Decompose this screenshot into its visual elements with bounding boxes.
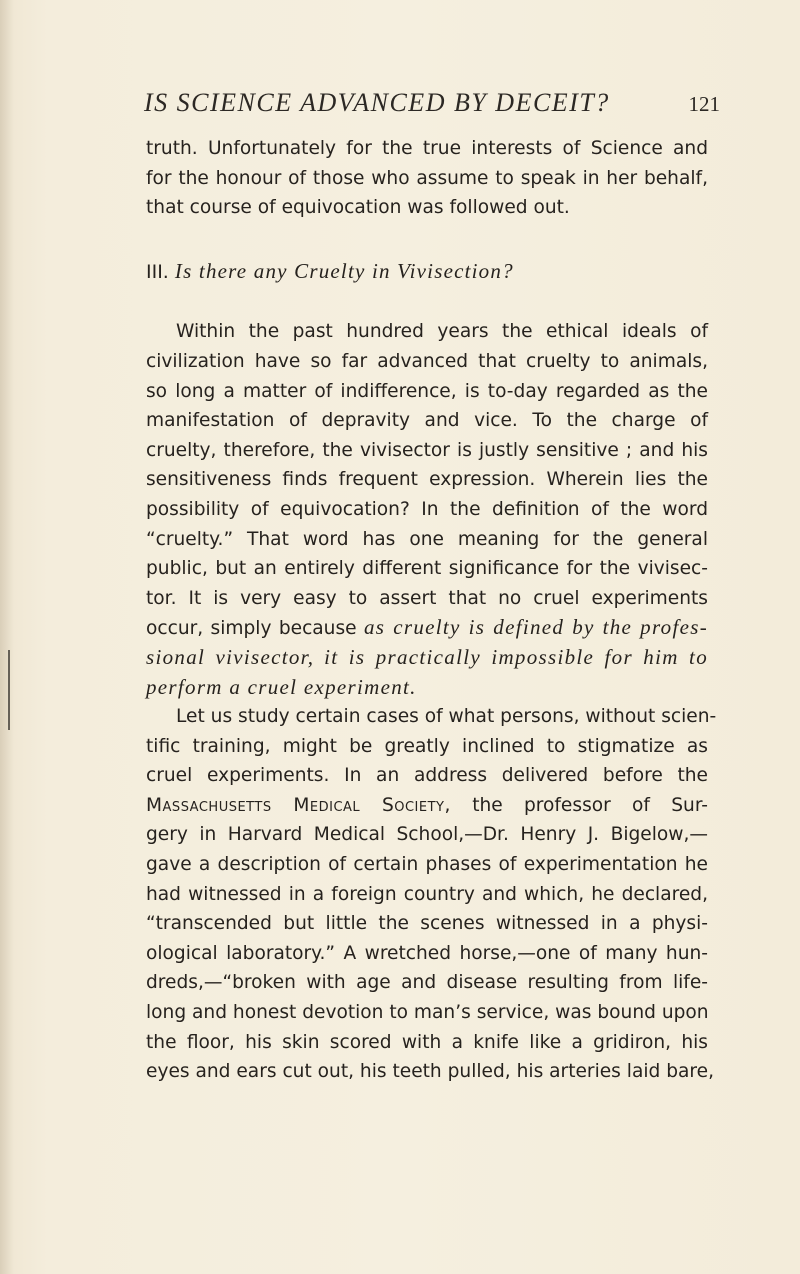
page-number: 121: [688, 92, 720, 116]
text-line: “cruelty.” That word has one meaning for the general: [146, 528, 708, 550]
text-segment: the professor of Sur-: [472, 794, 708, 816]
italic-text: perform a cruel experiment.: [146, 674, 417, 699]
text-line: the floor, his skin scored with a knife like a gridiron, his: [146, 1031, 708, 1053]
text-line: that course of equivocation was followed out.: [146, 197, 570, 219]
text-line-mixed: [146, 791, 708, 821]
text-line: public, but an entirely different significance for the vivisec-: [146, 558, 708, 580]
text-line: tor. It is very easy to assert that no cruel experiments: [146, 587, 708, 609]
running-title: IS SCIENCE ADVANCED BY DECEIT?: [144, 88, 610, 117]
text-line: [146, 673, 708, 703]
text-line: tific training, might be greatly inclined to stigmatize as: [146, 735, 708, 757]
italic-text: it is practically impossible for him to: [324, 644, 708, 669]
margin-mark: [8, 650, 10, 730]
text-line: cruelty, therefore, the vivisector is justly sensitive ; and his: [146, 439, 708, 461]
text-line: sensitiveness finds frequent expression. Wherein lies the: [146, 469, 708, 491]
text-line: Let us study certain cases of what persons, without scien-: [176, 706, 717, 728]
text-line: had witnessed in a foreign country and which, he declared,: [146, 883, 708, 905]
italic-text: as cruelty is defined by the profes-: [363, 615, 708, 640]
section-title: Is there any Cruelty in Vivisection?: [174, 258, 514, 283]
text-line: so long a matter of indifference, is to-day regarded as the: [146, 380, 708, 402]
text-line: for the honour of those who assume to speak in her behalf,: [146, 167, 708, 189]
text-line: Within the past hundred years the ethical ideals of: [176, 321, 708, 343]
text-segment: occur, simply because: [146, 618, 357, 640]
text-line: civilization have so far advanced that cruelty to animals,: [146, 350, 708, 372]
gutter-shadow: [0, 0, 14, 1274]
text-line: eyes and ears cut out, his teeth pulled, his arteries laid bare,: [146, 1061, 714, 1083]
text-line: gave a description of certain phases of experimentation he: [146, 854, 708, 876]
small-caps-text: Massachusetts Medical Society,: [146, 794, 451, 816]
text-line: gery in Harvard Medical School,—Dr. Henry J. Bigelow,—: [146, 824, 708, 846]
text-line: cruel experiments. In an address delivered before the: [146, 765, 708, 787]
text-line: truth. Unfortunately for the true interests of Science and: [146, 138, 708, 159]
text-line: possibility of equivocation? In the definition of the word: [146, 498, 708, 520]
page-header: [120, 88, 720, 128]
section-heading: [146, 257, 708, 287]
text-line-mixed: [146, 643, 708, 673]
text-line: long and honest devotion to man’s service, was bound upon: [146, 1002, 709, 1024]
body-text: [146, 134, 717, 1087]
text-line: “transcended but little the scenes witnessed in a physi-: [146, 913, 708, 935]
text-line: ological laboratory.” A wretched horse,—one of many hun-: [146, 942, 708, 964]
text-line-mixed: [146, 613, 708, 643]
italic-text: sional vivisector,: [146, 644, 315, 669]
section-number: III.: [146, 260, 169, 283]
text-line: manifestation of depravity and vice. To the charge of: [146, 410, 708, 432]
text-line: dreds,—“broken with age and disease resulting from life-: [146, 972, 708, 994]
